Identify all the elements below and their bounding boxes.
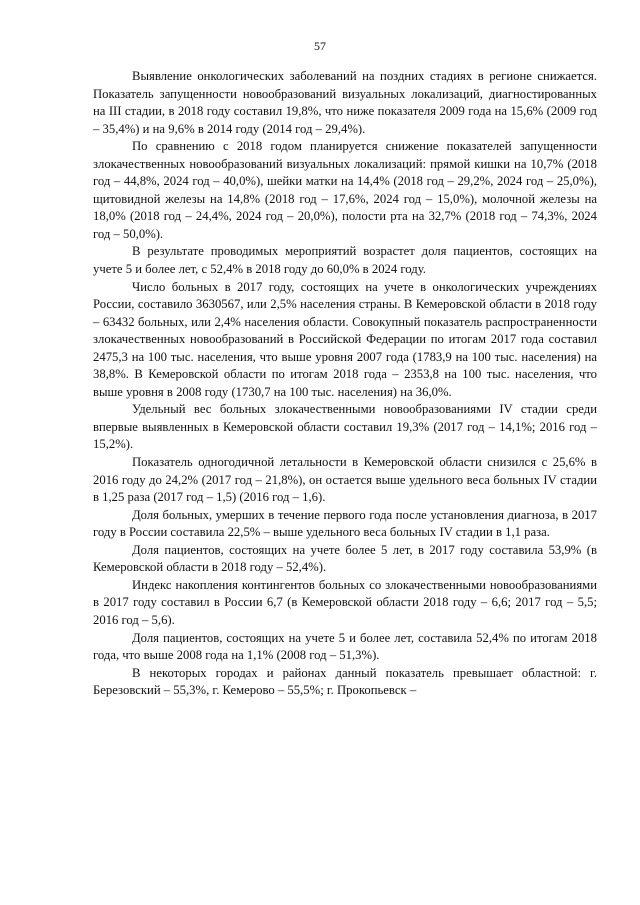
- document-body: [93, 68, 597, 700]
- paragraph-one-year-mortality: Показатель одногодичной летальности в Кемеровской области снизился с 25,6% в 2016 году до 24,2% (2017 год – 21,8%), он остается выше удельного веса больных IV стадии в 1,25 раза (2017 год – 1,5) (2016 год – 1,6).: [93, 455, 597, 505]
- paragraph-five-year-share: В результате проводимых мероприятий возрастет доля пациентов, состоящих на учете 5 и более лет, с 52,4% в 2018 году до 60,0% в 2024 году.: [93, 244, 597, 277]
- paragraph-stage-four-share: Удельный вес больных злокачественными новообразованиями IV стадии среди впервые выявленных в Кемеровской области составил 19,3% (2017 год – 14,1%; 2016 год – 15,2%).: [93, 402, 597, 452]
- paragraph-cities-districts: В некоторых городах и районах данный показатель превышает областной: г. Березовский – 55,3%, г. Кемерово – 55,5%; г. Прокопьевск –: [93, 665, 597, 698]
- paragraph-patient-count: Число больных в 2017 году, состоящих на учете в онкологических учреждениях России, составило 3630567, или 2,5% населения страны. В Кемеровской области в 2018 году – 63432 больных, или 2,4% населения области. Совокупный показатель распространенности злокачественных новообразований в Российской Федерации по итогам 2017 года составил 2475,3 на 100 тыс. населения, что выше уровня 2007 года (1783,9 на 100 тыс. населения) на 38,8%. В Кемеровской области по итогам 2018 года – 2353,8 на 100 тыс. населения, что выше уровня в 2008 году (1730,7 на 100 тыс. населения) на 36,0%.: [93, 279, 597, 399]
- paragraph-late-stage-detection: Выявление онкологических заболеваний на поздних стадиях в регионе снижается. Показатель запущенности новообразований визуальных локализаций, диагностированных на III стадии, в 2018 году составил 19,8%, что ниже показателя 2009 года на 15,6% (2009 год – 35,4%) и на 9,6% в 2014 году (2014 год – 29,4%).: [93, 69, 597, 136]
- paragraph-first-year-deaths: Доля больных, умерших в течение первого года после установления диагноза, в 2017 году в России составила 22,5% – выше удельного веса больных IV стадии в 1,1 раза.: [93, 507, 597, 540]
- paragraph-planned-reduction: По сравнению с 2018 годом планируется снижение показателей запущенности злокачественных новообразований визуальных локализаций: прямой кишки на 10,7% (2018 год – 44,8%, 2024 год – 40,0%), шейки матки на 14,4% (2018 год – 29,2%, 2024 год – 25,0%), щитовидной железы на 14,8% (2018 год – 17,6%, 2024 год – 15,0%), молочной железы на 18,0% (2018 год – 24,4%, 2024 год – 20,0%), полости рта на 32,7% (2018 год – 74,3%, 2024 год – 50,0%).: [93, 139, 597, 241]
- paragraph-accumulation-index: Индекс накопления контингентов больных со злокачественными новообразованиями в 2017 году составил в России 6,7 (в Кемеровской области 2018 году – 6,6; 2017 год – 5,5; 2016 год – 5,6).: [93, 577, 597, 627]
- paragraph-over-five-years: Доля пациентов, состоящих на учете более 5 лет, в 2017 году составила 53,9% (в Кемеровской области в 2018 году – 52,4%).: [93, 542, 597, 575]
- paragraph-five-year-2018: Доля пациентов, состоящих на учете 5 и более лет, составила 52,4% по итогам 2018 года, что выше 2008 года на 1,1% (2008 год – 51,3%).: [93, 630, 597, 663]
- page-number: 57: [314, 39, 326, 53]
